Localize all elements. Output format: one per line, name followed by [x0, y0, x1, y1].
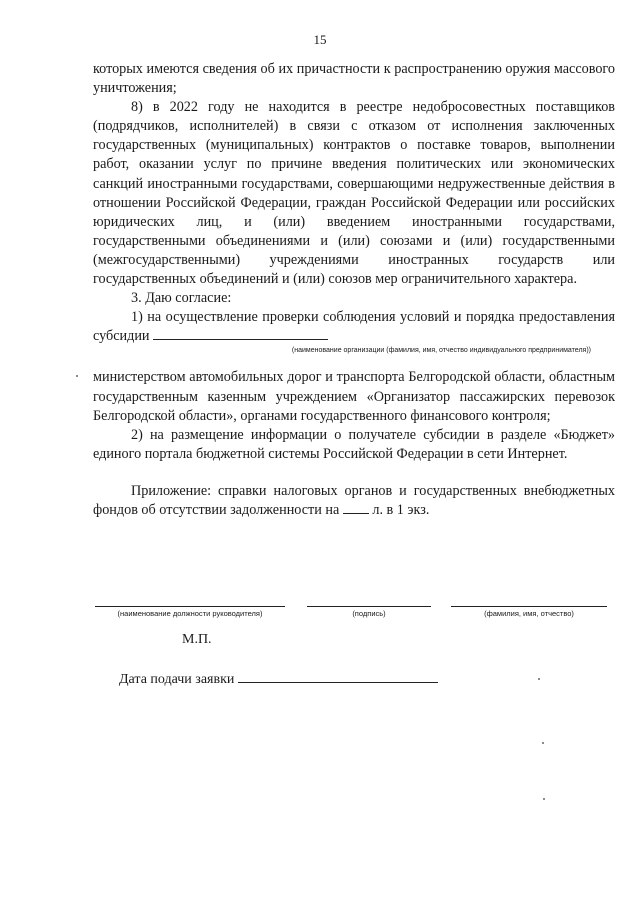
spacer: [93, 464, 615, 482]
paragraph-registry: 8) в 2022 году не находится в реестре недобросовестных поставщиков (подрядчиков, исполнителей) в связи с отказом от исполнения заключенных государственных (муниципальных) контрактов о поставке товаров, выполнении работ, оказании услуг по причине введения политических или экономических санкций иностранными государствами, совершающими недружественные действия в отношении Российской Федерации, граждан Российской Федерации или российских юридических лиц, и (или) введением иностранными государствами, государственными объединениями и (или) союзами и (или) государственными (межгосударственными) учреждениями иностранных государств или государственных объединений и (или) союзов мер ограничительного характера.: [93, 99, 615, 288]
page-number: 15: [313, 32, 327, 47]
date-fill-line: [238, 682, 438, 683]
stamp-label: М.П.: [182, 632, 212, 647]
name-caption: (фамилия, имя, отчество): [451, 606, 607, 618]
position-caption: (наименование должности руководителя): [95, 606, 285, 618]
scan-speck: [543, 798, 545, 800]
submission-date: [119, 672, 438, 688]
paragraph-consent-heading: 3. Даю согласие:: [131, 290, 232, 307]
paragraph-authorities: министерством автомобильных дорог и транспорта Белгородской области, областным государственным казенным учреждением «Организатор пассажирских перевозок Белгородской области», органами государственного финансового контроля;: [93, 369, 615, 424]
date-label: Дата подачи заявки: [119, 672, 235, 687]
scan-speck: [538, 678, 540, 680]
attachment-copies: л. в 1 экз.: [372, 501, 430, 518]
verification-text: 1) на осуществление проверки соблюдения условий и порядка предоставления субсидии: [93, 309, 615, 345]
organization-fill-line: [153, 339, 328, 340]
scan-speck: [542, 742, 544, 744]
sheets-fill-line: [343, 513, 369, 514]
attachment-text: Приложение: справки налоговых органов и государственных внебюджетных фондов об отсутствии задолженности на: [93, 482, 615, 518]
signature-caption: (подпись): [307, 606, 431, 618]
paragraph-verification: [93, 308, 615, 346]
paragraph-weapons: которых имеются сведения об их причастности к распространению оружия массового уничтожения;: [93, 61, 615, 97]
paragraph-attachment: [93, 482, 615, 520]
scan-speck: [76, 375, 78, 377]
paragraph-publication: 2) на размещение информации о получателе субсидии в разделе «Бюджет» единого портала бюджетной системы Российской Федерации в сети Интернет.: [93, 426, 615, 462]
document-body: [93, 60, 615, 520]
signature-block: [95, 606, 610, 636]
organization-caption: (наименование организации (фамилия, имя, отчество индивидуального предпринимателя)): [291, 347, 591, 355]
